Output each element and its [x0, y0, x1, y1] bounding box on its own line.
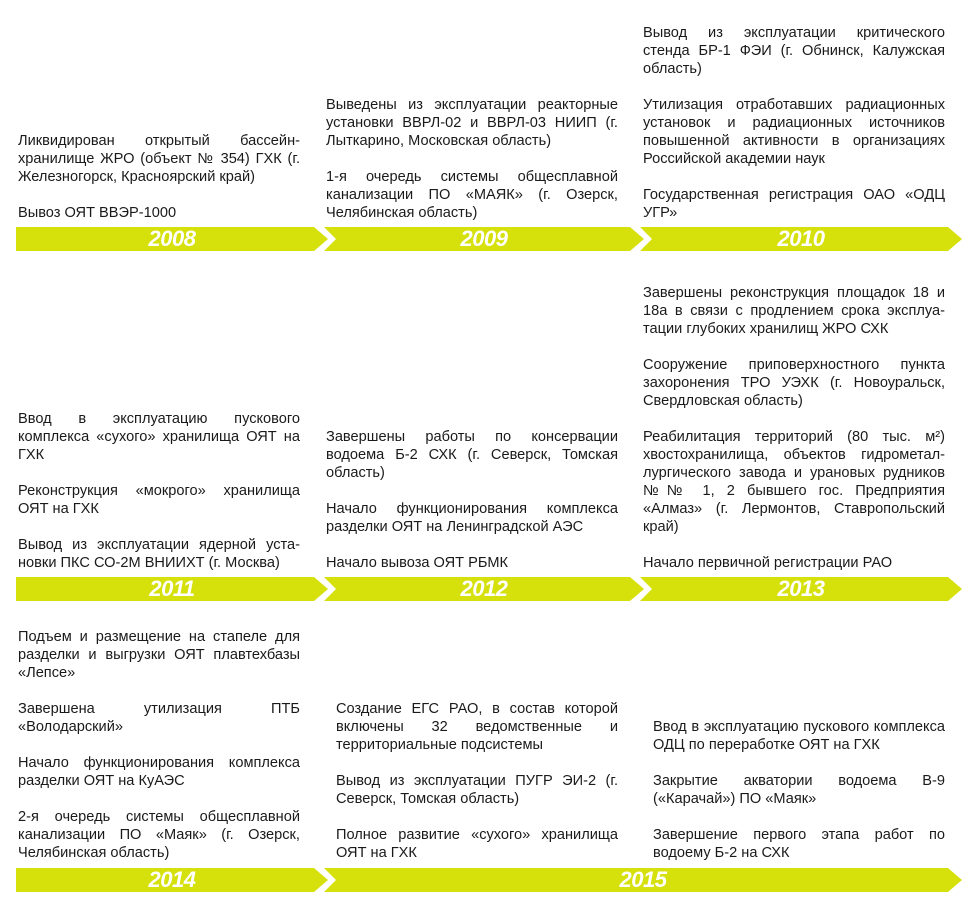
event-item: Подъем и размещение на стапеле для разделки и выгрузки ОЯТ плавтехбазы «Лепсе» — [18, 629, 300, 681]
year-arrow-2010 — [640, 227, 962, 251]
year-label: 2011 — [149, 576, 195, 601]
event-item: Начало первичной регистрации РАО — [643, 555, 893, 571]
event-item: Государственная регистрация ОАО «ОДЦ УГР» — [643, 187, 945, 221]
event-item: Завершена утилизация ПТБ «Володарский» — [18, 701, 300, 735]
year-arrow-2008 — [16, 227, 328, 251]
event-cell-2014 — [18, 608, 300, 862]
event-item: Начало вывоза ОЯТ РБМК — [326, 555, 509, 571]
year-arrow-2015 — [324, 868, 962, 892]
year-label: 2015 — [619, 867, 667, 892]
event-cell-2011 — [18, 258, 300, 572]
event-item: Утилизация отработавших радиационных установок и радиационных источников повышенной активности в организациях Российской академии наук — [643, 97, 945, 167]
event-cell-2009 — [326, 0, 618, 222]
event-cell-2015-right — [653, 608, 945, 862]
event-item: Закрытие акватории водоема В-9 («Карачай») ПО «Маяк» — [653, 773, 945, 807]
event-item: Ввод в эксплуатацию пускового комплекса ОДЦ по переработке ОЯТ на ГХК — [653, 719, 945, 753]
year-label: 2014 — [148, 867, 196, 892]
event-item: Завершение первого этапа работ по водоему Б-2 на СХК — [653, 827, 945, 861]
event-item: Вывоз ОЯТ ВВЭР-1000 — [18, 205, 177, 221]
year-arrow-2009 — [324, 227, 644, 251]
event-item: Ликвидирован открытый бассейн-хранилище ЖРО (объект № 354) ГХК (г. Железногорск, Красноярский край) — [18, 133, 300, 185]
event-item: Вывод из эксплуатации ядерной уста-новки ПКС СО-2М ВНИИХТ (г. Москва) — [18, 537, 300, 571]
event-item: Реконструкция «мокрого» хранилища ОЯТ на ГХК — [18, 483, 300, 517]
event-item: Завершены реконструкция площадок 18 и 18а в связи с продлением срока эксплуа-тации глубоких хранилищ ЖРО СХК — [643, 285, 945, 337]
year-label: 2008 — [148, 226, 196, 251]
event-item: Создание ЕГС РАО, в состав которой включены 32 ведомственные и территориальные подсистемы — [336, 701, 618, 753]
year-arrow-2012 — [324, 577, 644, 601]
year-arrow-2011 — [16, 577, 328, 601]
year-label: 2010 — [777, 226, 825, 251]
event-item: 1-я очередь системы общесплавной канализации ПО «МАЯК» (г. Озерск, Челябинская область) — [326, 169, 618, 221]
event-item: Выведены из эксплуатации реакторные установки ВВРЛ-02 и ВВРЛ-03 НИИП (г. Лыткарино, Московская область) — [326, 97, 618, 149]
year-arrow-2014 — [16, 868, 328, 892]
event-cell-2015-left — [336, 608, 618, 862]
event-item: Вывод из эксплуатации ПУГР ЭИ-2 (г. Северск, Томская область) — [336, 773, 618, 807]
event-cell-2012 — [326, 258, 618, 572]
event-item: 2-я очередь системы общесплавной канализации ПО «Маяк» (г. Озерск, Челябинская область) — [18, 809, 300, 861]
event-item: Полное развитие «сухого» хранилища ОЯТ на ГХК — [336, 827, 618, 861]
year-label: 2009 — [460, 226, 508, 251]
event-item: Начало функционирования комплекса разделки ОЯТ на КуАЭС — [18, 755, 300, 789]
event-item: Реабилитация территорий (80 тыс. м²) хвостохранилища, объектов гидрометал-лургического завода и урановых рудников №№ 1, 2 бывшего гос. Предприятия «Алмаз» (г. Лермонтов, Ставропольский край) — [643, 429, 945, 535]
event-cell-2008 — [18, 0, 300, 222]
year-arrow-2013 — [640, 577, 962, 601]
event-item: Вывод из эксплуатации критического стенда БР-1 ФЭИ (г. Обнинск, Калужская область) — [643, 25, 945, 77]
event-cell-2013 — [643, 258, 945, 572]
year-label: 2012 — [460, 576, 508, 601]
event-item: Ввод в эксплуатацию пускового комплекса «сухого» хранилища ОЯТ на ГХК — [18, 411, 300, 463]
event-item: Сооружение приповерхностного пункта захоронения ТРО УЭХК (г. Новоуральск, Свердловская область) — [643, 357, 945, 409]
event-item: Завершены работы по консервации водоема Б-2 СХК (г. Северск, Томская область) — [326, 429, 618, 481]
event-item: Начало функционирования комплекса разделки ОЯТ на Ленинградской АЭС — [326, 501, 618, 535]
event-cell-2010 — [643, 0, 945, 222]
year-label: 2013 — [777, 576, 825, 601]
